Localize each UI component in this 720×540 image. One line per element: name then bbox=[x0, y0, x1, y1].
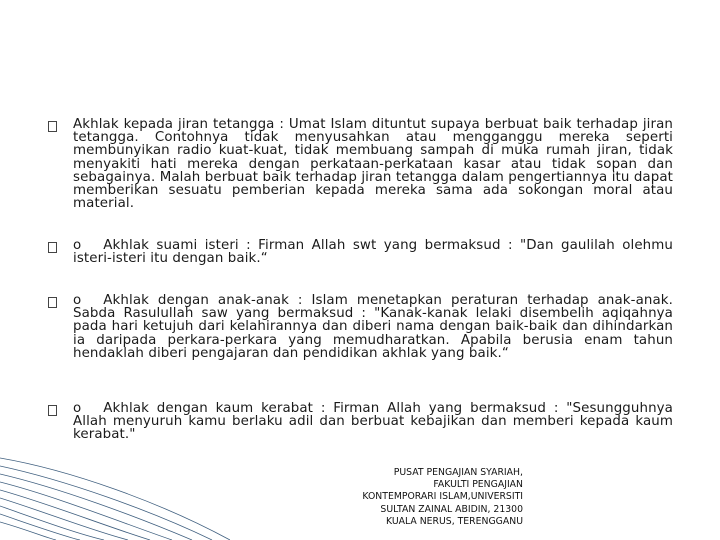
bullet-text: Akhlak kepada jiran tetangga : Umat Islam dituntut supaya berbuat baik terhadap jiran tetangga. Contohnya tidak menyusahkan atau mengganggu mereka seperti membunyikan radio kuat-kuat, tidak membuang sampah di muka rumah jiran, tidak menyakiti hati mereka dengan perkataan-perkataan kasar atau tidak sopan dan sebagainya. Malah berbuat baik terhadap jiran tetangga dalam pengertiannya itu dapat memberikan sesuatu pemberian kepada mereka sama ada sokongan moral atau material. bbox=[73, 117, 673, 212]
footer-line: SULTAN ZAINAL ABIDIN, 21300 bbox=[380, 503, 523, 515]
bullet-text: Akhlak suami isteri : Firman Allah swt yang bermaksud : "Dan gaulilah olehmu isteri-isteri itu dengan baik.“ bbox=[73, 238, 673, 267]
footer-line: FAKULTI PENGAJIAN bbox=[433, 479, 523, 491]
footer-line: PUSAT PENGAJIAN SYARIAH, bbox=[393, 467, 523, 478]
decorative-wave-lines bbox=[0, 440, 230, 540]
bullet-text-block bbox=[73, 294, 673, 360]
bullet-box-icon bbox=[48, 297, 57, 308]
bullet-box-icon bbox=[48, 242, 57, 253]
bullet-text: Akhlak dengan anak-anak : Islam menetapkan peraturan terhadap anak-anak. Sabda Rasulullah saw yang bermaksud : "Kanak-kanak lelaki disembelih aqiqahnya pada hari ketujuh dari kelahirannya dan diberi nama dengan baik-baik dan dihindarkan ia daripada perkara-perkara yang memudharatkan. Apabila berusia enam tahun hendaklah diberi pengajaran dan pendidikan akhlak yang baik.“ bbox=[73, 293, 673, 361]
bullet-text-block bbox=[73, 402, 673, 442]
footer-line: KONTEMPORARI ISLAM,UNIVERSITI bbox=[362, 491, 523, 503]
bullet-text-block bbox=[73, 239, 673, 265]
institution-footer bbox=[330, 467, 523, 528]
sub-bullet-marker: o bbox=[73, 401, 82, 416]
sub-bullet-marker: o bbox=[73, 293, 82, 308]
bullet-box-icon bbox=[48, 121, 57, 132]
footer-line: KUALA NERUS, TERENGGANU bbox=[386, 515, 523, 527]
sub-bullet-marker: o bbox=[73, 238, 82, 253]
bullet-box-icon bbox=[48, 405, 57, 416]
bullet-text: Akhlak dengan kaum kerabat : Firman Allah yang bermaksud : "Sesungguhnya Allah menyuruh kamu berlaku adil dan berbuat kebajikan dan memberi kepada kaum kerabat." bbox=[73, 401, 673, 443]
